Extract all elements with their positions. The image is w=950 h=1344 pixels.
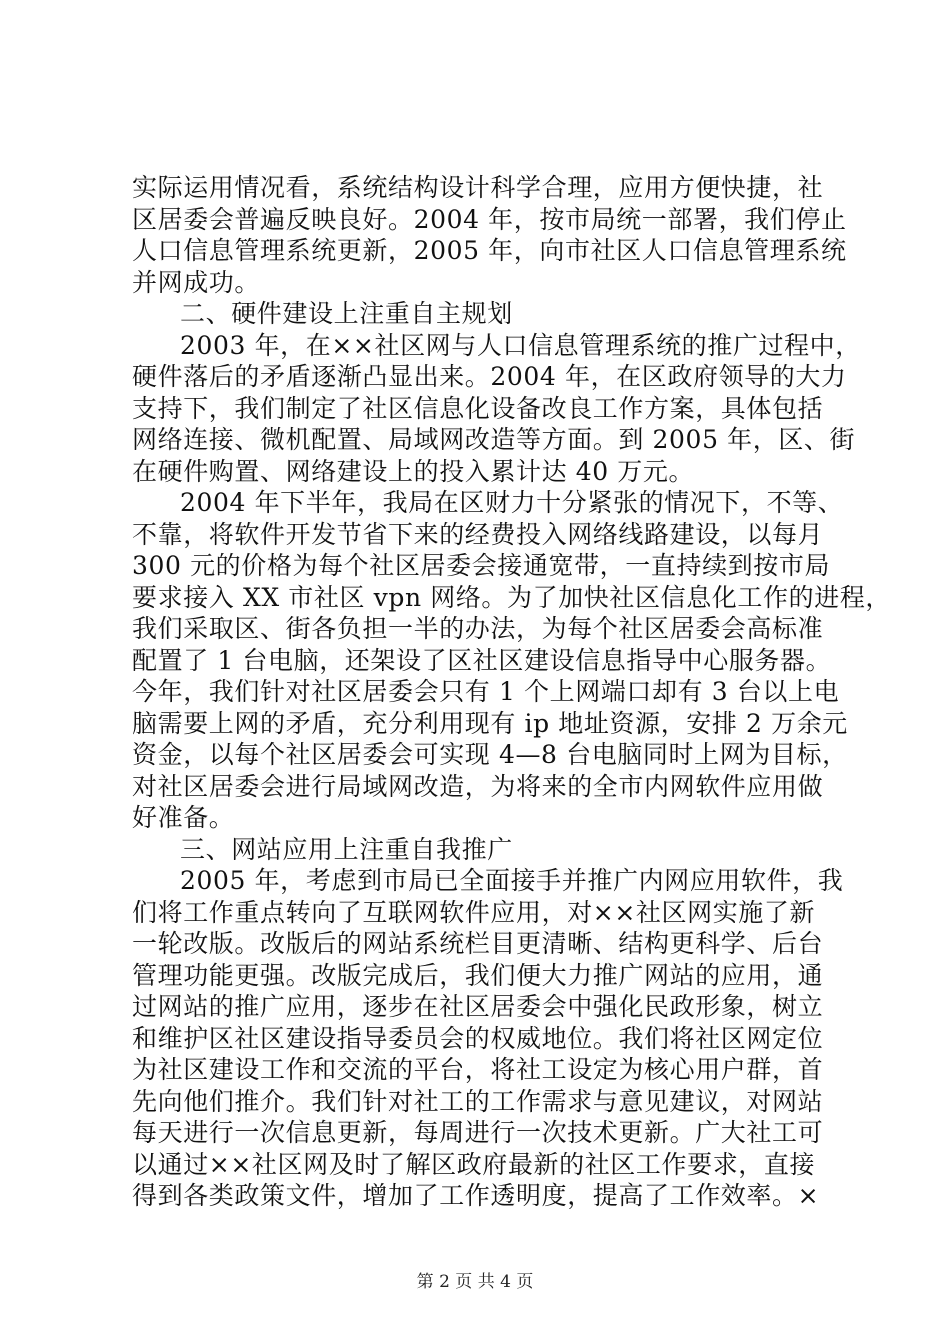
text-line: 每天进行一次信息更新，每周进行一次技术更新。广大社工可 (132, 1118, 824, 1147)
text-line: 三、网站应用上注重自我推广 (180, 834, 513, 864)
text-line: 为社区建设工作和交流的平台，将社工设定为核心用户群，首 (132, 1055, 824, 1084)
text-line: 实际运用情况看，系统结构设计科学合理，应用方便快捷，社 (132, 173, 824, 202)
text-line: 2003 年，在××社区网与人口信息管理系统的推广过程中， (180, 330, 861, 360)
text-line: 和维护区社区建设指导委员会的权威地位。我们将社区网定位 (132, 1023, 824, 1053)
text-line: 对社区居委会进行局域网改造，为将来的全市内网软件应用做 (132, 771, 824, 801)
text-line: 硬件落后的矛盾逐渐凸显出来。2004 年，在区政府领导的大力 (132, 362, 847, 391)
text-line: 们将工作重点转向了互联网软件应用，对××社区网实施了新 (132, 897, 816, 927)
page-footer: 第 2 页 共 4 页 (416, 1272, 534, 1292)
text-line: 并网成功。 (132, 267, 261, 297)
text-line: 一轮改版。改版后的网站系统栏目更清晰、结构更科学、后台 (132, 929, 824, 958)
text-line: 配置了 1 台电脑，还架设了区社区建设信息指导中心服务器。 (132, 645, 832, 675)
text-line: 管理功能更强。改版完成后，我们便大力推广网站的应用，通 (132, 960, 824, 990)
text-line: 今年，我们针对社区居委会只有 1 个上网端口却有 3 台以上电 (132, 677, 840, 706)
text-line: 2005 年，考虑到市局已全面接手并推广内网应用软件，我 (180, 866, 844, 895)
text-line: 我们采取区、街各负担一半的办法，为每个社区居委会高标准 (132, 614, 824, 643)
text-line: 不靠，将软件开发节省下来的经费投入网络线路建设，以每月 (132, 519, 824, 549)
text-line: 支持下，我们制定了社区信息化设备改良工作方案，具体包括 (132, 393, 824, 423)
text-line: 得到各类政策文件，增加了工作透明度，提高了工作效率。× (132, 1181, 820, 1210)
text-line: 在硬件购置、网络建设上的投入累计达 40 万元。 (132, 456, 695, 486)
text-line: 以通过××社区网及时了解区政府最新的社区工作要求，直接 (132, 1149, 816, 1179)
text-line: 2004 年下半年，我局在区财力十分紧张的情况下，不等、 (180, 488, 844, 517)
text-line: 要求接入 XX 市社区 vpn 网络。为了加快社区信息化工作的进程， (132, 582, 892, 612)
document-body (132, 172, 892, 1212)
text-line: 区居委会普遍反映良好。2004 年，按市局统一部署，我们停止 (132, 204, 847, 234)
text-line: 资金，以每个社区居委会可实现 4—8 台电脑同时上网为目标， (132, 740, 848, 769)
text-line: 人口信息管理系统更新，2005 年，向市社区人口信息管理系统 (132, 236, 847, 265)
text-line: 网络连接、微机配置、局域网改造等方面。到 2005 年，区、街 (132, 425, 856, 454)
text-line: 300 元的价格为每个社区居委会接通宽带，一直持续到按市局 (132, 551, 831, 580)
text-line: 过网站的推广应用，逐步在社区居委会中强化民政形象，树立 (132, 992, 824, 1021)
text-line: 二、硬件建设上注重自主规划 (180, 299, 513, 328)
text-line: 好准备。 (132, 803, 235, 832)
text-line: 先向他们推介。我们针对社工的工作需求与意见建议，对网站 (132, 1086, 824, 1116)
text-line: 脑需要上网的矛盾，充分利用现有 ip 地址资源，安排 2 万余元 (132, 708, 848, 738)
